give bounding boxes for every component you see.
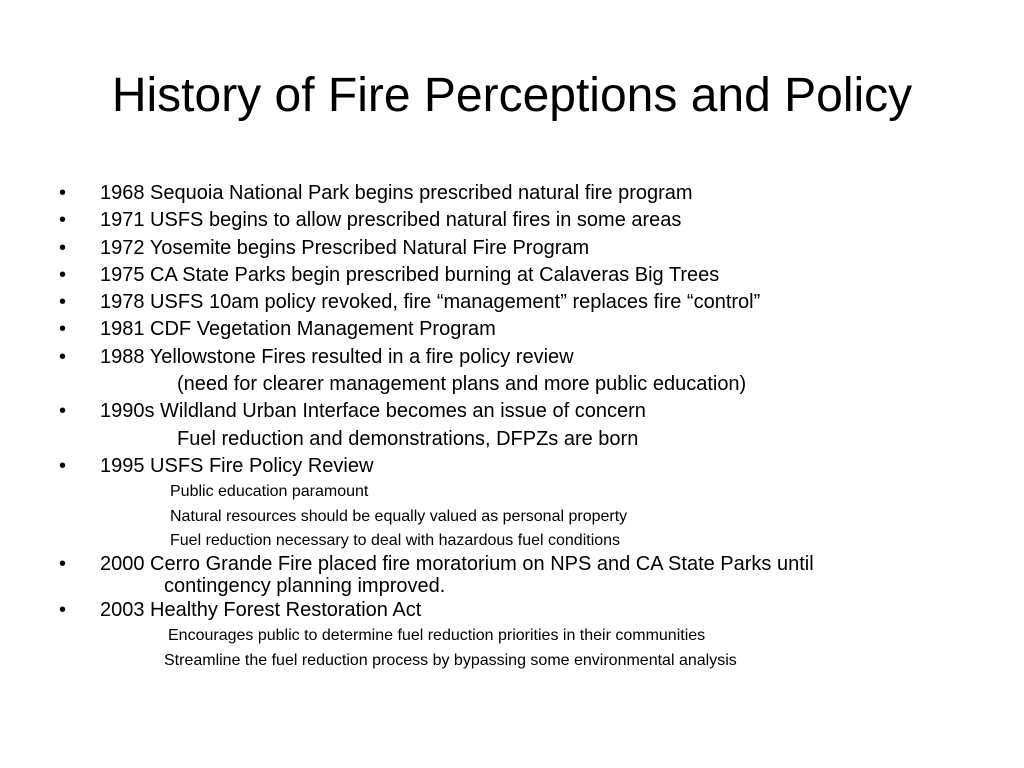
- list-subitem: [0, 649, 1024, 673]
- list-item-text: 1968 Sequoia National Park begins prescribed natural fire program: [100, 182, 693, 204]
- list-subitem: [0, 480, 1024, 504]
- bullet-icon: •: [59, 236, 67, 259]
- list-subitem-text: (need for clearer management plans and more public education): [177, 373, 747, 396]
- list-item-text: 1971 USFS begins to allow prescribed natural fires in some areas: [100, 209, 682, 232]
- bullet-icon: •: [59, 400, 67, 423]
- list-subitem-text: Public education paramount: [170, 483, 369, 501]
- list-item: [0, 289, 1024, 316]
- list-item-text: 1988 Yellowstone Fires resulted in a fire policy review: [100, 345, 574, 368]
- list-subitem: [0, 505, 1024, 529]
- list-item-text: 2003 Healthy Forest Restoration Act: [100, 599, 422, 622]
- list-item: [0, 262, 1024, 289]
- list-item-continuation: [0, 575, 1024, 597]
- list-subitem: [0, 624, 1024, 648]
- list-item: [0, 180, 1024, 207]
- list-item: [0, 235, 1024, 262]
- list-item: [0, 553, 1024, 575]
- bullet-icon: •: [59, 209, 67, 232]
- bullet-icon: •: [59, 291, 67, 314]
- list-subitem-text: Streamline the fuel reduction process by bypassing some environmental analysis: [164, 651, 737, 669]
- bullet-icon: •: [59, 553, 67, 576]
- list-subitem: [0, 426, 1024, 453]
- list-subitem-text: Natural resources should be equally valued as personal property: [170, 507, 628, 525]
- list-item-text: 1975 CA State Parks begin prescribed burning at Calaveras Big Trees: [100, 263, 720, 286]
- bullet-icon: •: [59, 599, 67, 622]
- list-item-text: 1995 USFS Fire Policy Review: [100, 454, 374, 477]
- list-subitem-text: Encourages public to determine fuel reduction priorities in their communities: [168, 627, 706, 645]
- list-item: [0, 398, 1024, 425]
- list-item: [0, 453, 1024, 480]
- slide-title: History of Fire Perceptions and Policy: [111, 69, 913, 122]
- list-item-text: 1978 USFS 10am policy revoked, fire “management” replaces fire “control”: [100, 291, 761, 314]
- bullet-icon: •: [59, 182, 67, 204]
- list-subitem: [0, 371, 1024, 398]
- list-item-continuation-text: contingency planning improved.: [164, 575, 446, 598]
- bullet-list: [0, 180, 1024, 673]
- list-subitem-text: Fuel reduction and demonstrations, DFPZs are born: [177, 427, 639, 450]
- list-item-text: 1990s Wildland Urban Interface becomes an issue of concern: [100, 400, 646, 423]
- list-item-text: 2000 Cerro Grande Fire placed fire moratorium on NPS and CA State Parks until: [100, 553, 814, 576]
- bullet-icon: •: [59, 318, 67, 341]
- list-item-text: 1972 Yosemite begins Prescribed Natural Fire Program: [100, 236, 590, 259]
- list-item: [0, 207, 1024, 234]
- list-item: [0, 597, 1024, 624]
- bullet-icon: •: [59, 454, 67, 477]
- bullet-icon: •: [59, 263, 67, 286]
- list-item: [0, 316, 1024, 343]
- list-subitem: [0, 529, 1024, 553]
- list-item-text: 1981 CDF Vegetation Management Program: [100, 318, 496, 341]
- list-subitem-text: Fuel reduction necessary to deal with hazardous fuel conditions: [170, 531, 621, 549]
- list-item: [0, 344, 1024, 371]
- bullet-icon: •: [59, 345, 67, 368]
